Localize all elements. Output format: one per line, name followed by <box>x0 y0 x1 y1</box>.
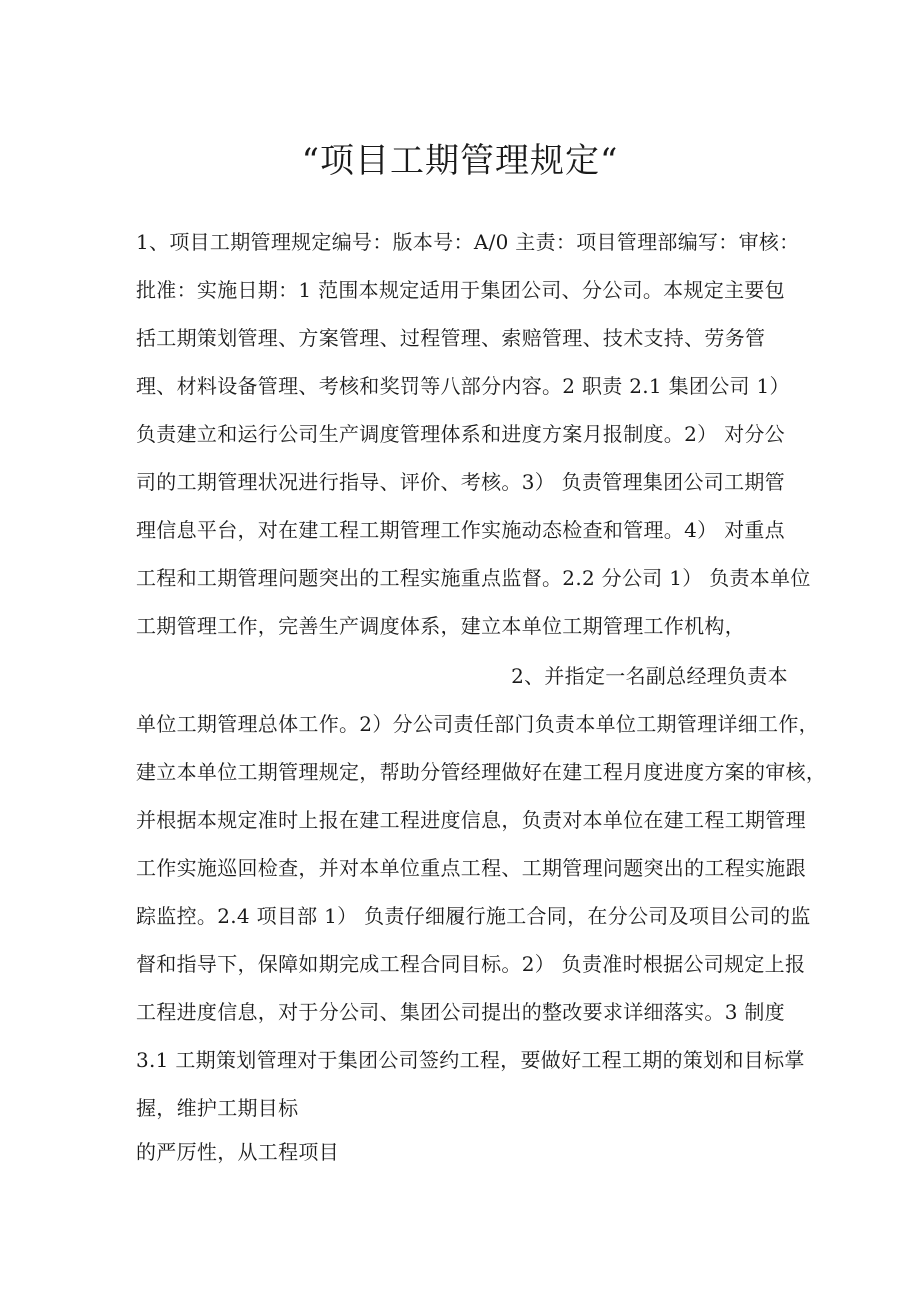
body-text-line: 督和指导下，保障如期完成工程合同目标。2） 负责准时根据公司规定上报 <box>136 952 806 976</box>
body-text-line: 工程进度信息，对于分公司、集团公司提出的整改要求详细落实。3 制度 <box>136 1000 785 1024</box>
body-text-line: 批准：实施日期：1 范围本规定适用于集团公司、分公司。本规定主要包 <box>136 278 785 302</box>
body-text-line: 括工期策划管理、方案管理、过程管理、索赔管理、技术支持、劳务管 <box>136 326 766 350</box>
body-text-line: 3.1 工期策划管理对于集团公司签约工程，要做好工程工期的策划和目标掌 <box>136 1048 805 1072</box>
body-text-line: 负责建立和运行公司生产调度管理体系和进度方案月报制度。2） 对分公 <box>136 422 785 446</box>
body-text-line: 建立本单位工期管理规定，帮助分管经理做好在建工程月度进度方案的审核， <box>136 760 827 784</box>
body-text-line: 工作实施巡回检查，并对本单位重点工程、工期管理问题突出的工程实施跟 <box>136 856 806 880</box>
body-text-line: 司的工期管理状况进行指导、评价、考核。3） 负责管理集团公司工期管 <box>136 470 785 494</box>
body-text-line: 理、材料设备管理、考核和奖罚等八部分内容。2 职责 2.1 集团公司 1） <box>136 374 790 398</box>
body-text-line: 单位工期管理总体工作。2）分公司责任部门负责本单位工期管理详细工作， <box>136 712 819 736</box>
body-text-line: 握，维护工期目标 <box>136 1096 299 1120</box>
body-text-line: 并根据本规定准时上报在建工程进度信息，负责对本单位在建工程工期管理 <box>136 808 806 832</box>
document-title: “项目工期管理规定“ <box>301 141 619 181</box>
body-text-line: 1、项目工期管理规定编号：版本号：A/0 主责：项目管理部编写：审核： <box>136 230 800 254</box>
body-text-line: 工程和工期管理问题突出的工程实施重点监督。2.2 分公司 1） 负责本单位 <box>136 566 811 590</box>
body-text-line: 理信息平台，对在建工程工期管理工作实施动态检查和管理。4） 对重点 <box>136 518 785 542</box>
body-text-line: 的严厉性，从工程项目 <box>136 1140 339 1164</box>
body-text-line: 工期管理工作，完善生产调度体系，建立本单位工期管理工作机构， <box>136 614 745 638</box>
body-text-line: 踪监控。2.4 项目部 1） 负责仔细履行施工合同，在分公司及项目公司的监 <box>136 904 811 928</box>
body-text-line: 2、并指定一名副总经理负责本 <box>511 664 788 688</box>
